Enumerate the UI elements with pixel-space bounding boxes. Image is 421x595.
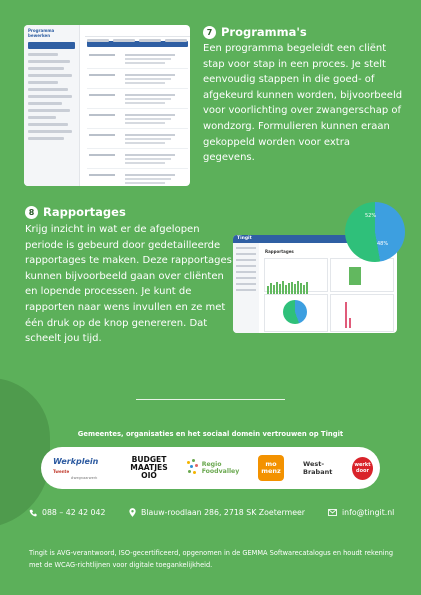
footer-text: Tingit is AVG-verantwoord, ISO-gecertificeerd, opgenomen in de GEMMA Softwarecatalogus en houdt rekening met de WCAG-richtlijnen voor digitale toegankelijkheid.: [29, 549, 394, 569]
werkplein-logo: [53, 447, 115, 489]
pie-chart: [345, 202, 405, 262]
section-number-7: 7: [203, 26, 216, 39]
budget-line-1: BUDGET: [131, 455, 167, 464]
chart-panel-2: [330, 258, 394, 292]
chart-panel-3: [264, 294, 328, 332]
divider: [136, 399, 285, 400]
momenz-line-2: menz: [261, 467, 281, 475]
chart-panel-1: [264, 258, 328, 292]
trust-line: Gemeentes, organisaties en het sociaal domein vertrouwen op Tingit: [77, 430, 344, 438]
momenz-logo: [257, 447, 285, 489]
phone-icon: [29, 509, 37, 517]
werkplein-tagline: #wegnaarwerk: [70, 475, 98, 480]
screenshot-sidebar: [233, 243, 259, 333]
section-number-8: 8: [25, 206, 38, 219]
contact-email: [328, 508, 394, 517]
foodvalley-dots-icon: [187, 459, 199, 477]
partner-logos: [41, 447, 380, 489]
momenz-line-1: mo: [265, 460, 277, 468]
email-link[interactable]: info@tingit.nl: [342, 508, 395, 517]
regio-line-2: Foodvalley: [201, 468, 240, 475]
decorative-blob: [0, 378, 50, 528]
contact-phone: [29, 508, 105, 517]
rapportages-text: Krijg inzicht in wat er de afgelopen periode is gebeurd door gedetailleerde rapportages te maken. Deze rapportages kunnen bijvoorbeeld gaan over cliënten en lopende processen. Je kunt de rapporten naar wens invullen en ze met één druk op de knop genereren. Dat scheelt jou tijd.: [25, 224, 232, 345]
screenshot-title: Programma bewerken: [28, 28, 55, 38]
address-text: Blauw-roodlaan 286, 2718 SK Zoetermeer: [141, 508, 306, 517]
wb-circle-1: werkt: [354, 462, 371, 468]
west-brabant-text: West-Brabant: [303, 460, 333, 476]
screenshot-app-name: Tingit: [237, 236, 252, 241]
screenshot-sidebar: [24, 25, 80, 186]
west-brabant-logo: [303, 447, 373, 489]
pie-label-green: 48%: [377, 241, 389, 247]
werkplein-name: Werkplein: [53, 456, 99, 466]
programmas-text: Een programma begeleidt een cliënt stap voor stap in een proces. Je stelt eenvoudig stappen in die goed- of afgekeurd kunnen worden, bijvoorbeeld voor voorlichting over zwangerschap of wondzorg. Formulieren kunnen eraan gekoppeld worden voor extra gegevens.: [203, 43, 403, 164]
budget-maatjes-logo: [127, 447, 171, 489]
budget-line-3: OIO: [141, 471, 157, 480]
chart-panel-4: [330, 294, 394, 332]
mail-icon: [328, 509, 337, 516]
werkplein-twente: Twente: [53, 468, 70, 474]
programmas-heading: Programma's: [221, 25, 307, 39]
location-icon: [129, 508, 136, 517]
wb-circle-2: door: [356, 468, 369, 474]
budget-line-2: MAATJES: [130, 463, 168, 472]
programma-screenshot: [24, 25, 190, 186]
screenshot-main: [85, 25, 190, 186]
pie-label-blue: 52%: [365, 213, 377, 219]
regio-line-1: Regio: [201, 461, 222, 468]
regio-foodvalley-logo: [184, 447, 242, 489]
rapportages-heading: Rapportages: [43, 205, 126, 219]
screenshot-page-title: Rapportages: [265, 249, 294, 254]
contact-address: [129, 508, 305, 517]
phone-number[interactable]: 088 – 42 42 042: [42, 508, 106, 517]
